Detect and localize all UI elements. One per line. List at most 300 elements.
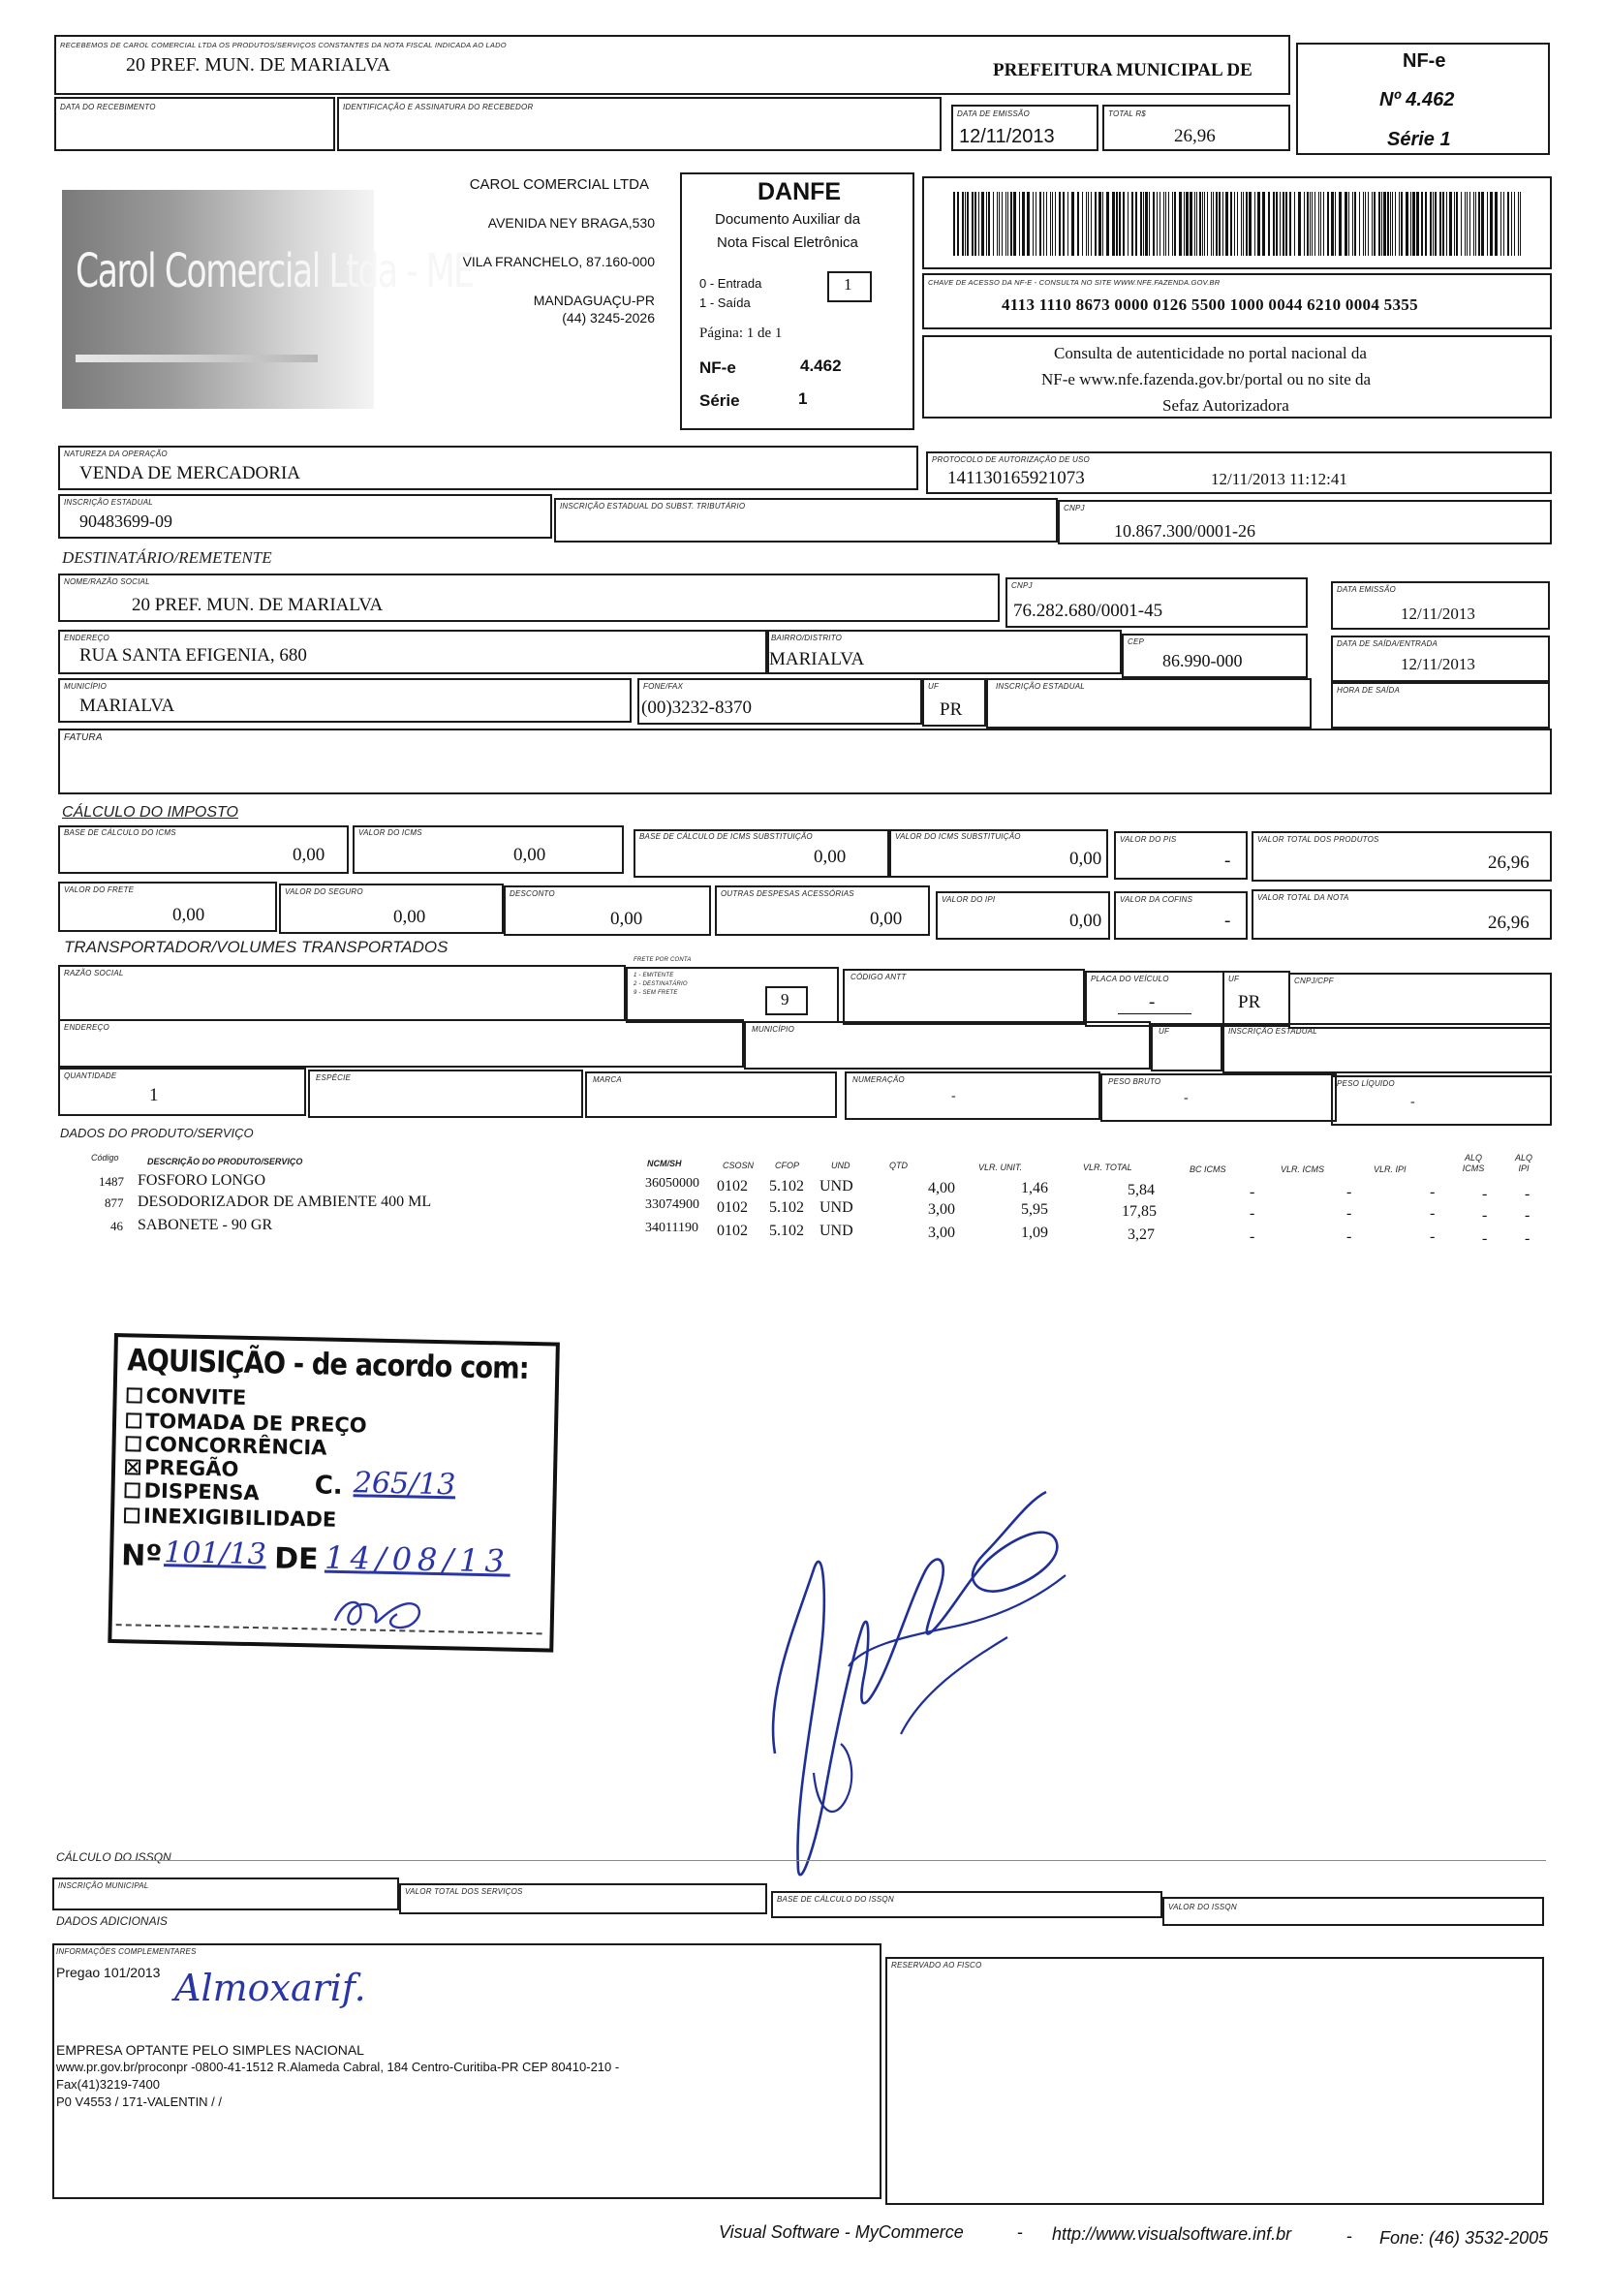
barcode-bar: [1055, 192, 1056, 256]
footer-url[interactable]: http://www.visualsoftware.inf.br: [1052, 2224, 1292, 2244]
barcode-bar: [1374, 192, 1376, 256]
barcode-bar: [1163, 192, 1164, 256]
seguro-value: 0,00: [393, 907, 426, 927]
th-bc: BC ICMS: [1190, 1164, 1226, 1174]
stamp-item-inexigibilidade-label: INEXIGIBILIDADE: [142, 1504, 337, 1532]
fatura-label: FATURA: [64, 732, 103, 743]
barcode-bar: [1225, 192, 1228, 256]
emitente-cidade: MANDAGUAÇU-PR: [533, 293, 655, 308]
transp-uf2-label: UF: [1159, 1027, 1170, 1036]
barcode-bar: [1128, 192, 1129, 256]
barcode-bar: [1406, 192, 1408, 256]
transp-cnpj-label: CNPJ/CPF: [1294, 977, 1334, 985]
consulta-line-3: Sefaz Autorizadora: [1162, 396, 1289, 415]
consulta-line-2: NF-e www.nfe.fazenda.gov.br/portal ou no site da: [1041, 370, 1372, 388]
consulta-line-1: Consulta de autenticidade no portal nacional da: [1054, 344, 1367, 362]
barcode-bar: [1131, 192, 1133, 256]
issqn-base-label: BASE DE CÁLCULO DO ISSQN: [777, 1895, 894, 1904]
v-pis-value: -: [1224, 851, 1231, 871]
row2-csosn: 0102: [717, 1223, 748, 1239]
barcode-bar: [1010, 192, 1012, 256]
stamp-c-value: 265/13: [353, 1466, 456, 1503]
barcode-bar: [1088, 192, 1089, 256]
barcode-bar: [1213, 192, 1214, 256]
row0-qtd: 4,00: [928, 1180, 955, 1196]
row0-bc: -: [1250, 1184, 1255, 1200]
stamp-date-value: 14/08/13: [324, 1538, 511, 1580]
barcode-bar: [1168, 192, 1169, 256]
dest-data-emissao-value: 12/11/2013: [1401, 605, 1475, 623]
row1-bc: -: [1250, 1205, 1255, 1222]
barcode-bar: [1487, 192, 1488, 256]
transp-razao-label: RAZÃO SOCIAL: [64, 969, 124, 977]
peso-bruto-label: PESO BRUTO: [1108, 1077, 1161, 1086]
th-qtd: QTD: [889, 1161, 908, 1170]
barcode-bar: [1172, 192, 1173, 256]
barcode-bar: [1019, 192, 1020, 256]
desconto-value: 0,00: [610, 909, 643, 929]
barcode-bar: [1348, 192, 1349, 256]
barcode-bar: [1435, 192, 1437, 256]
barcode-bar: [1331, 192, 1334, 256]
emitente-cnpj-label: CNPJ: [1064, 504, 1085, 512]
peso-liquido-value: -: [1410, 1095, 1415, 1109]
numeracao-label: NUMERAÇÃO: [852, 1075, 905, 1084]
company-logo-bar: [76, 355, 318, 362]
danfe-saida: 1 - Saída: [699, 295, 751, 310]
barcode-bar: [1449, 192, 1452, 256]
barcode-bar: [1430, 192, 1432, 256]
cofins-value: -: [1224, 911, 1231, 931]
barcode-bar: [1383, 192, 1386, 256]
barcode-bar: [957, 192, 959, 256]
emitente-bairro-cep: VILA FRANCHELO, 87.160-000: [462, 254, 655, 269]
info-line-5: P0 V4553 / 171-VALENTIN / /: [56, 2094, 223, 2109]
barcode-bar: [1207, 192, 1208, 256]
barcode-bar: [1312, 192, 1313, 256]
handwritten-almoxarif: Almoxarif.: [174, 1967, 366, 2009]
barcode-bar: [1335, 192, 1336, 256]
barcode-bar: [1190, 192, 1192, 256]
barcode-bar: [1216, 192, 1218, 256]
natureza-value: VENDA DE MERCADORIA: [79, 463, 300, 483]
row1-unit: 5,95: [1021, 1201, 1048, 1218]
canhoto-nfe-serie: Série 1: [1387, 129, 1451, 150]
row2-aipi: -: [1525, 1230, 1531, 1247]
barcode-bar: [1059, 192, 1061, 256]
ie-st-label: INSCRIÇÃO ESTADUAL DO SUBST. TRIBUTÁRIO: [560, 502, 746, 511]
stamp-item-convite-label: CONVITE: [145, 1383, 247, 1410]
barcode-bar: [1294, 192, 1295, 256]
bc-icms-st-label: BASE DE CÁLCULO DE ICMS SUBSTITUIÇÃO: [639, 832, 813, 841]
row1-descricao: DESODORIZADOR DE AMBIENTE 400 ML: [138, 1194, 432, 1210]
barcode-bar: [1052, 192, 1053, 256]
row0-cfop: 5.102: [769, 1178, 804, 1195]
info-line-2: EMPRESA OPTANTE PELO SIMPLES NACIONAL: [56, 2042, 364, 2058]
barcode-bar: [1363, 192, 1364, 256]
frete-value: 9: [781, 990, 789, 1008]
info-line-4: Fax(41)3219-7400: [56, 2077, 160, 2092]
th-aicms: ALQ ICMS: [1462, 1153, 1485, 1173]
total-nota-label: VALOR TOTAL DA NOTA: [1257, 893, 1349, 902]
adicionais-section: DADOS ADICIONAIS: [56, 1914, 168, 1928]
row2-bc: -: [1250, 1228, 1255, 1245]
ie-value: 90483699-09: [79, 512, 172, 531]
canhoto-total-value: 26,96: [1174, 126, 1216, 146]
barcode-bar: [1222, 192, 1223, 256]
barcode-bar: [1202, 192, 1203, 256]
peso-bruto-value: -: [1184, 1091, 1189, 1105]
danfe-nfe-label: NF-e: [699, 358, 736, 377]
barcode-bar: [1495, 192, 1498, 256]
barcode-bar: [1022, 192, 1025, 256]
barcode-bar: [1098, 192, 1101, 256]
frete-por-conta-label: FRETE POR CONTA: [634, 957, 692, 963]
barcode-bar: [1234, 192, 1235, 256]
barcode-bar: [1500, 192, 1501, 256]
barcode-bar: [1230, 192, 1232, 256]
barcode-bar: [1285, 192, 1287, 256]
row0-total: 5,84: [1128, 1182, 1155, 1198]
barcode-bar: [1490, 192, 1493, 256]
barcode-bar: [1249, 192, 1252, 256]
barcode-bar: [1410, 192, 1411, 256]
barcode-bar: [967, 192, 969, 256]
barcode-bar: [1412, 192, 1415, 256]
chave-label: CHAVE DE ACESSO DA NF-E - CONSULTA NO SITE WWW.NFE.FAZENDA.GOV.BR: [928, 278, 1221, 287]
barcode-bar: [1433, 192, 1434, 256]
barcode-bar: [986, 192, 987, 256]
frete-opt-2: 2 - DESTINATÁRIO: [634, 981, 688, 987]
barcode-bar: [1507, 192, 1509, 256]
barcode-bar: [1461, 192, 1462, 256]
checkbox-pregao-checked: [125, 1459, 140, 1474]
barcode-bar: [1007, 192, 1008, 256]
th-total: VLR. TOTAL: [1083, 1163, 1132, 1172]
row0-ncm: 36050000: [645, 1176, 699, 1191]
protocolo-datetime: 12/11/2013 11:12:41: [1211, 470, 1347, 488]
barcode-bar: [1323, 192, 1324, 256]
barcode-bar: [1381, 192, 1382, 256]
transp-uf-label: UF: [1228, 975, 1240, 983]
recebemos-label: RECEBEMOS DE CAROL COMERCIAL LTDA OS PRODUTOS/SERVIÇOS CONSTANTES DA NOTA FISCAL INDICADA AO LADO: [60, 41, 507, 49]
barcode-bar: [1149, 192, 1150, 256]
barcode-bar: [1143, 192, 1144, 256]
dest-bairro-label: BAIRRO/DISTRITO: [771, 634, 843, 642]
transp-endereco-label: ENDEREÇO: [64, 1023, 109, 1032]
footer-software: Visual Software - MyCommerce: [719, 2222, 964, 2242]
barcode-bar: [1354, 192, 1356, 256]
peso-liquido-label: PESO LÍQUIDO: [1337, 1079, 1395, 1088]
desconto-label: DESCONTO: [510, 889, 555, 898]
barcode-bar: [1456, 192, 1458, 256]
barcode-bar: [1395, 192, 1396, 256]
stamp-item-pregao-label: PREGÃO: [143, 1455, 239, 1481]
barcode-bar: [1102, 192, 1103, 256]
emitente-endereco: AVENIDA NEY BRAGA,530: [487, 215, 655, 231]
row2-und: UND: [819, 1223, 853, 1239]
outras-label: OUTRAS DESPESAS ACESSÓRIAS: [721, 889, 854, 898]
ipi-label: VALOR DO IPI: [942, 895, 996, 904]
row2-codigo: 46: [110, 1219, 123, 1233]
th-ncm: NCM/SH: [647, 1159, 682, 1168]
barcode-bar: [1304, 192, 1305, 256]
barcode-bar: [974, 192, 976, 256]
barcode-bar: [1387, 192, 1389, 256]
row1-aicms: -: [1482, 1207, 1488, 1224]
barcode-bar: [1027, 192, 1030, 256]
barcode-bar: [997, 192, 998, 256]
barcode-bar: [1194, 192, 1195, 256]
barcode-bar: [1043, 192, 1044, 256]
outras-value: 0,00: [870, 909, 903, 929]
info-line-1: Pregao 101/2013: [56, 1965, 161, 1980]
barcode-bar: [1352, 192, 1353, 256]
recebemos-value: 20 PREF. MUN. DE MARIALVA: [126, 54, 390, 76]
bc-icms-value: 0,00: [293, 845, 325, 865]
emitente-cnpj-value: 10.867.300/0001-26: [1114, 521, 1255, 541]
barcode-bar: [1392, 192, 1393, 256]
dest-uf-label: UF: [928, 682, 940, 691]
dest-cep-label: CEP: [1128, 637, 1145, 646]
barcode-bar: [1442, 192, 1444, 256]
barcode-bar: [1165, 192, 1166, 256]
barcode-bar: [1077, 192, 1079, 256]
emitente-fone: (44) 3245-2026: [562, 310, 655, 326]
cofins-label: VALOR DA COFINS: [1120, 895, 1193, 904]
identificacao-label: IDENTIFICAÇÃO E ASSINATURA DO RECEBEDOR: [343, 103, 534, 111]
barcode-bar: [1063, 192, 1065, 256]
barcode-bar: [1372, 192, 1373, 256]
reservado-box: [885, 1957, 1544, 2205]
th-aipi: ALQ IPI: [1514, 1153, 1532, 1173]
canhoto-data-emissao-value: 12/11/2013: [959, 126, 1055, 147]
barcode-bar: [1475, 192, 1476, 256]
company-logo-text: Carol Comercial Ltda - ME: [76, 244, 474, 298]
barcode-bar: [1199, 192, 1201, 256]
dest-cnpj-label: CNPJ: [1011, 581, 1033, 590]
barcode-bar: [1254, 192, 1255, 256]
row1-codigo: 877: [105, 1195, 124, 1210]
stamp-title: AQUISIÇÃO - de acordo com:: [127, 1343, 530, 1386]
barcode-bar: [1112, 192, 1115, 256]
row2-ncm: 34011190: [645, 1221, 698, 1235]
stamp-de-label: DE: [273, 1541, 319, 1577]
barcode-bar: [1481, 192, 1484, 256]
barcode-bar: [1280, 192, 1281, 256]
barcode-bar: [1283, 192, 1284, 256]
stamp-item-inexigibilidade: [124, 1504, 337, 1532]
danfe-subtitle-2: Nota Fiscal Eletrônica: [717, 234, 858, 251]
barcode-bar: [1365, 192, 1366, 256]
issqn-im-label: INSCRIÇÃO MUNICIPAL: [58, 1881, 149, 1890]
barcode-bar: [1179, 192, 1182, 256]
barcode-bar: [972, 192, 974, 256]
barcode-bar: [1135, 192, 1137, 256]
barcode-bar: [1211, 192, 1212, 256]
checkbox-dispensa: [124, 1482, 139, 1498]
barcode-bar: [1262, 192, 1265, 256]
barcode-bar: [1196, 192, 1197, 256]
barcode-bar: [965, 192, 966, 256]
v-total-produtos-value: 26,96: [1488, 853, 1530, 873]
frete-opt-1: 1 - EMITENTE: [634, 973, 674, 978]
transp-municipio-label: MUNICÍPIO: [752, 1025, 795, 1034]
checkbox-concorrencia: [125, 1436, 140, 1451]
barcode-bar: [1013, 192, 1016, 256]
barcode-bar: [1310, 192, 1311, 256]
danfe-entrada: 0 - Entrada: [699, 276, 762, 291]
th-csosn: CSOSN: [723, 1161, 755, 1170]
data-recebimento-label: DATA DO RECEBIMENTO: [60, 103, 156, 111]
transp-municipio-box: [744, 1021, 1151, 1070]
v-icms-value: 0,00: [513, 845, 546, 865]
danfe-serie-label: Série: [699, 391, 740, 410]
info-line-3: www.pr.gov.br/proconpr -0800-41-1512 R.Alameda Cabral, 184 Centro-Curitiba-PR CEP 80410-210 -: [56, 2060, 620, 2074]
barcode-bar: [999, 192, 1000, 256]
barcode-bar: [1399, 192, 1400, 256]
dest-endereco-label: ENDEREÇO: [64, 634, 109, 642]
barcode-bar: [1368, 192, 1369, 256]
footer-sep-1: -: [1017, 2222, 1023, 2242]
total-nota-value: 26,96: [1488, 913, 1530, 933]
danfe-serie-value: 1: [798, 389, 808, 408]
ipi-value: 0,00: [1069, 911, 1102, 931]
dest-data-emissao-label: DATA EMISSÃO: [1337, 585, 1396, 594]
issqn-section: CÁLCULO DO ISSQN: [56, 1850, 171, 1864]
th-cfop: CFOP: [775, 1161, 800, 1170]
barcode-bar: [1119, 192, 1121, 256]
row1-qtd: 3,00: [928, 1201, 955, 1218]
barcode-bar: [1067, 192, 1068, 256]
row0-unit: 1,46: [1021, 1180, 1048, 1196]
barcode-bar: [1425, 192, 1427, 256]
barcode-bar: [1339, 192, 1342, 256]
footer-sep-2: -: [1346, 2226, 1352, 2246]
barcode-bar: [1237, 192, 1238, 256]
transp-uf-value: PR: [1238, 992, 1261, 1012]
barcode-bar: [1033, 192, 1034, 256]
dest-endereco-value: RUA SANTA EFIGENIA, 680: [79, 645, 307, 666]
canhoto-data-emissao-label: DATA DE EMISSÃO: [957, 109, 1030, 118]
row2-vicms: -: [1346, 1228, 1352, 1245]
frete-opt-3: 9 - SEM FRETE: [634, 990, 678, 996]
row1-total: 17,85: [1122, 1203, 1157, 1220]
v-pis-label: VALOR DO PIS: [1120, 835, 1177, 844]
barcode-bar: [1307, 192, 1309, 256]
produtos-section: DADOS DO PRODUTO/SERVIÇO: [60, 1126, 254, 1140]
seguro-label: VALOR DO SEGURO: [285, 887, 363, 896]
numeracao-value: -: [951, 1089, 956, 1103]
dest-municipio-label: MUNICÍPIO: [64, 682, 108, 691]
barcode: [953, 192, 1525, 256]
dest-data-saida-label: DATA DE SAÍDA/ENTRADA: [1337, 639, 1438, 648]
dest-municipio-value: MARIALVA: [79, 696, 175, 716]
row0-aicms: -: [1482, 1186, 1488, 1202]
stamp-item-dispensa-label: DISPENSA: [143, 1478, 260, 1505]
transp-endereco-box: [58, 1019, 744, 1068]
barcode-bar: [1071, 192, 1074, 256]
barcode-bar: [1298, 192, 1301, 256]
placa-value: -: [1149, 992, 1156, 1012]
barcode-bar: [1514, 192, 1515, 256]
ie-label: INSCRIÇÃO ESTADUAL: [64, 498, 153, 507]
barcode-bar: [1390, 192, 1391, 256]
stamp-n-label: Nº: [120, 1538, 163, 1574]
placa-underline: [1118, 1013, 1191, 1014]
prefeitura-value: PREFEITURA MUNICIPAL DE: [993, 60, 1252, 80]
quantidade-value: 1: [149, 1085, 159, 1105]
row1-aipi: -: [1525, 1207, 1531, 1224]
barcode-bar: [993, 192, 994, 256]
stamp-item-tomada-label: TOMADA DE PREÇO: [144, 1409, 367, 1438]
barcode-bar: [1327, 192, 1329, 256]
barcode-bar: [1039, 192, 1041, 256]
barcode-bar: [1345, 192, 1347, 256]
especie-label: ESPÉCIE: [316, 1073, 352, 1082]
stamp-item-convite: [126, 1383, 246, 1410]
row1-ncm: 33074900: [645, 1197, 699, 1212]
v-total-produtos-label: VALOR TOTAL DOS PRODUTOS: [1257, 835, 1379, 844]
danfe-title: DANFE: [758, 178, 842, 205]
barcode-bar: [978, 192, 979, 256]
barcode-bar: [1378, 192, 1380, 256]
v-icms-st-label: VALOR DO ICMS SUBSTITUIÇÃO: [895, 832, 1021, 841]
natureza-label: NATUREZA DA OPERAÇÃO: [64, 450, 168, 458]
checkbox-tomada: [126, 1412, 141, 1428]
barcode-bar: [1246, 192, 1248, 256]
issqn-valor-servicos-label: VALOR TOTAL DOS SERVIÇOS: [405, 1887, 523, 1896]
issqn-valor-label: VALOR DO ISSQN: [1168, 1903, 1237, 1911]
emitente-razao: CAROL COMERCIAL LTDA: [469, 176, 649, 193]
antt-label: CÓDIGO ANTT: [850, 973, 907, 981]
th-und: UND: [831, 1161, 850, 1170]
footer-fone: Fone: (46) 3532-2005: [1379, 2228, 1549, 2248]
row1-vicms: -: [1346, 1205, 1352, 1222]
dest-uf-value: PR: [940, 699, 963, 720]
barcode-bar: [1359, 192, 1360, 256]
barcode-bar: [1289, 192, 1291, 256]
barcode-bar: [1186, 192, 1189, 256]
barcode-bar: [1091, 192, 1092, 256]
quantidade-label: QUANTIDADE: [64, 1071, 117, 1080]
barcode-bar: [953, 192, 955, 256]
checkbox-convite: [126, 1387, 141, 1403]
dest-cnpj-value: 76.282.680/0001-45: [1013, 601, 1163, 621]
barcode-bar: [1153, 192, 1155, 256]
v-icms-label: VALOR DO ICMS: [358, 828, 422, 837]
barcode-bar: [1478, 192, 1480, 256]
row1-vipi: -: [1430, 1205, 1436, 1222]
row0-descricao: FOSFORO LONGO: [138, 1172, 266, 1189]
stamp-item-pregao: [125, 1455, 239, 1480]
row2-unit: 1,09: [1021, 1225, 1048, 1241]
fatura-box: [58, 729, 1552, 794]
transp-razao-box: [58, 965, 626, 1021]
row1-und: UND: [819, 1199, 853, 1216]
dest-nome-label: NOME/RAZÃO SOCIAL: [64, 577, 150, 586]
barcode-bar: [1465, 192, 1466, 256]
barcode-bar: [1446, 192, 1447, 256]
row2-cfop: 5.102: [769, 1223, 804, 1239]
dest-data-saida-value: 12/11/2013: [1401, 655, 1475, 673]
barcode-bar: [1005, 192, 1006, 256]
placa-label: PLACA DO VEÍCULO: [1091, 975, 1169, 983]
barcode-bar: [1320, 192, 1321, 256]
barcode-bar: [1123, 192, 1125, 256]
row1-csosn: 0102: [717, 1199, 748, 1216]
barcode-bar: [1318, 192, 1319, 256]
